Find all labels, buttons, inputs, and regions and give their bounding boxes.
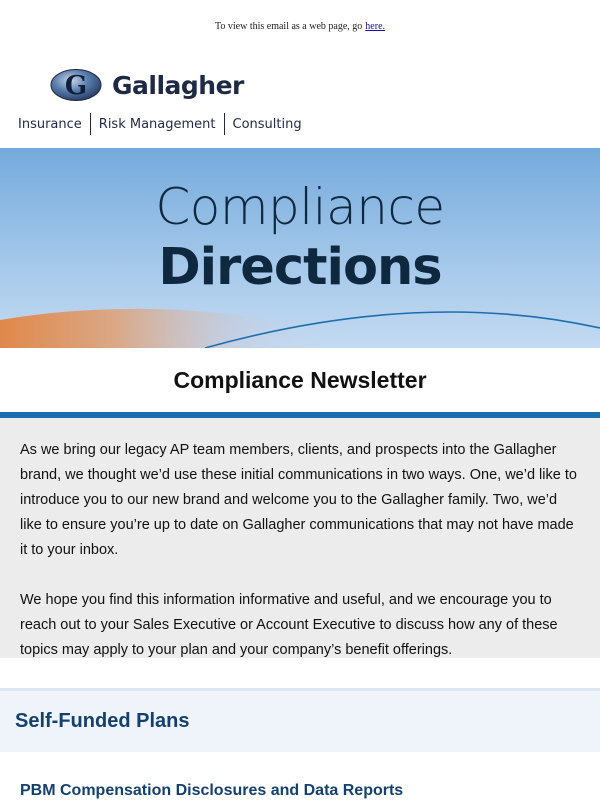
section-heading-self-funded [0,688,600,752]
tagline-risk-management: Risk Management [98,116,216,132]
hero-title-line1: Compliance [155,178,445,236]
article-title-link[interactable]: PBM Compensation Disclosures and Data Reports [20,782,404,799]
intro-paragraph-1: As we bring our legacy AP team members, clients, and prospects into the Gallagher brand, we thought we’d use these initial communications in two ways. One, we’d like to introduce you to our new brand and welcome you to the Gallagher family. Two, we’d like to ensure you’re up to date on Gallagher communications that may not have made it to your inbox. [20,442,577,558]
intro-paragraph-2: We hope you find this information informative and useful, and we encourage you to reach out to your Sales Executive or Account Executive to discuss how any of these topics may apply to your plan and your company’s benefit offerings. [20,592,558,658]
tagline-insurance: Insurance [18,116,82,132]
newsletter-title: Compliance Newsletter [173,366,427,393]
hero-title-line2: Directions [158,238,442,297]
web-view-link[interactable]: here. [365,20,386,32]
preheader-text: To view this email as a web page, go [214,20,363,32]
hero-banner [0,148,600,348]
brand-name: Gallagher [112,70,244,100]
gallagher-logo[interactable] [50,68,244,102]
gallagher-globe-g-icon [50,68,102,102]
section-title: Self-Funded Plans [15,710,190,732]
brand-tagline [18,113,310,135]
svg-text:G: G [64,71,88,101]
preheader [0,0,600,52]
intro-block [0,418,600,658]
tagline-consulting: Consulting [232,116,302,132]
